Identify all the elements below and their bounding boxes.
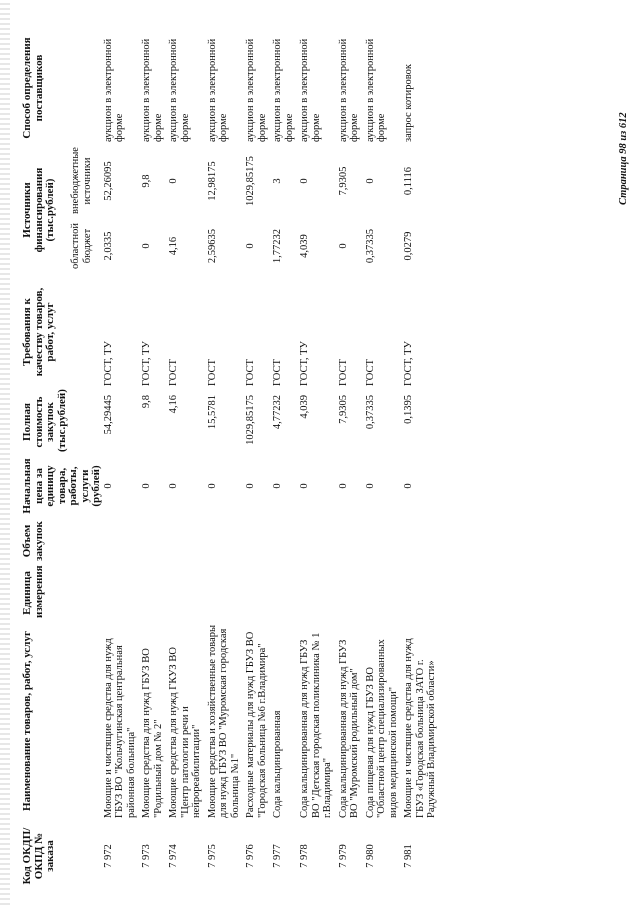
- scan-edge: [0, 0, 10, 905]
- row-method: аукцион в электронной форме: [245, 38, 268, 142]
- row-requirements: ГОСТ, ТУ: [102, 341, 114, 386]
- row-extrabudget: 0: [364, 178, 376, 184]
- header-unit: Единица измерения: [21, 565, 45, 618]
- row-name: Сода пищевая для нужд ГБУЗ ВО "Областной центр специализированных видов медицинской помощи": [364, 639, 399, 818]
- row-extrabudget: 1029,85175: [245, 156, 256, 206]
- row-unit: [299, 565, 338, 621]
- row-extrabudget: 3: [272, 178, 283, 184]
- header-method: Способ определения поставщиков: [21, 37, 45, 139]
- header-name: Наименование товаров, работ, услуг: [21, 631, 33, 811]
- row-unit: [168, 565, 207, 621]
- row-cost: 0,37335: [364, 395, 376, 430]
- row-price: 0: [168, 483, 179, 489]
- header-row: [22, 31, 70, 891]
- row-price: 0: [206, 483, 218, 489]
- row-requirements: ГОСТ: [168, 359, 179, 386]
- row-unit: [103, 565, 142, 621]
- row-price: 0: [272, 483, 283, 489]
- procurement-table: [22, 31, 442, 891]
- row-regional-budget: 4,16: [168, 236, 179, 256]
- row-volume: [207, 517, 246, 565]
- table-row: [245, 31, 272, 891]
- row-unit: [365, 565, 404, 621]
- header-financing: Источники финансирования (тыс.рублей): [21, 167, 56, 253]
- row-method: аукцион в электронной форме: [272, 38, 295, 142]
- row-unit: [338, 565, 365, 621]
- row-price: 0: [337, 483, 349, 489]
- header-volume: Объем закупок: [21, 521, 45, 561]
- row-code: 7 977: [272, 844, 283, 868]
- row-cost: 4,77232: [272, 395, 283, 430]
- row-volume: [272, 517, 299, 565]
- row-requirements: ГОСТ: [272, 359, 283, 386]
- row-name: Моющие и чистящие средства для нужд ГБУЗ «Городская больница ЗАТО г. Радужный Владимирской области»: [403, 638, 437, 818]
- row-cost: 4,039: [299, 395, 310, 419]
- row-name: Расходные материалы для нужд ГБУЗ ВО "Городская больница №6 г.Владимира": [245, 631, 268, 818]
- row-cost: 15,5781: [206, 395, 218, 430]
- header-cost: Полная стоимость закупок (тыс.рублей): [21, 389, 68, 452]
- row-method: аукцион в электронной форме: [206, 38, 229, 142]
- table-row: [299, 31, 338, 891]
- row-code: 7 978: [299, 844, 310, 868]
- row-method: аукцион в электронной форме: [364, 38, 387, 142]
- table-row: [168, 31, 207, 891]
- row-code: 7 979: [337, 844, 349, 868]
- header-regional-budget: областной бюджет: [70, 223, 93, 269]
- row-price: 0: [364, 483, 376, 489]
- row-code: 7 976: [245, 844, 256, 868]
- row-price: 0: [299, 483, 310, 489]
- row-method: аукцион в электронной форме: [141, 38, 164, 142]
- row-requirements: ГОСТ, ТУ: [299, 341, 310, 386]
- row-volume: [365, 517, 404, 565]
- table-row: [338, 31, 365, 891]
- table-row: [365, 31, 404, 891]
- row-name: Моющие средства для нужд ГКУЗ ВО "Центр патологии речи и нейрореабилитации": [168, 647, 202, 818]
- row-volume: [338, 517, 365, 565]
- row-code: 7 973: [141, 844, 152, 868]
- row-method: аукцион в электронной форме: [102, 38, 125, 142]
- row-name: Моющие средства и хозяйственные товары для нужд ГБУЗ ВО "Муромская городская больница №1": [206, 624, 241, 818]
- row-extrabudget: 0: [168, 178, 179, 184]
- row-volume: [168, 517, 207, 565]
- row-regional-budget: 0: [337, 243, 349, 249]
- table-body: [103, 31, 442, 891]
- row-regional-budget: 0: [245, 243, 256, 249]
- row-extrabudget: 52,26095: [102, 161, 114, 201]
- page-number: Страница 98 из 612: [618, 112, 629, 205]
- row-extrabudget: 7,9305: [337, 166, 349, 196]
- row-cost: 4,16: [168, 395, 179, 414]
- row-method: аукцион в электронной форме: [299, 38, 322, 142]
- row-unit: [272, 565, 299, 621]
- row-cost: 7,9305: [337, 395, 349, 424]
- header-extrabudget: внебюджетные источники: [70, 147, 93, 214]
- row-method: аукцион в электронной форме: [168, 38, 191, 142]
- row-regional-budget: 1,77232: [272, 228, 283, 264]
- row-name: Сода кальцинированная для нужд ГБУЗ ВО "Детская городская поликлиника № 1 г.Владимира": [299, 632, 333, 818]
- row-requirements: ГОСТ: [245, 359, 256, 386]
- row-price: 0: [245, 483, 256, 489]
- row-regional-budget: 0,0279: [403, 231, 414, 261]
- row-cost: 54,29445: [102, 395, 114, 435]
- row-regional-budget: 2,0335: [102, 231, 114, 261]
- row-code: 7 975: [206, 844, 218, 868]
- row-price: 0: [403, 483, 414, 489]
- row-name: Сода кальцинированная: [272, 710, 283, 818]
- row-regional-budget: 4,039: [299, 234, 310, 258]
- row-extrabudget: 12,98175: [206, 161, 218, 201]
- row-name: Сода кальцинированная для нужд ГБУЗ ВО "Муромский родильный дом": [337, 639, 360, 818]
- row-volume: [299, 517, 338, 565]
- row-requirements: ГОСТ: [364, 359, 376, 386]
- row-volume: [141, 517, 168, 565]
- row-unit: [207, 565, 246, 621]
- table-row: [272, 31, 299, 891]
- row-code: 7 981: [403, 844, 414, 868]
- row-volume: [103, 517, 142, 565]
- row-regional-budget: 2,59635: [206, 228, 218, 264]
- row-code: 7 972: [102, 844, 114, 868]
- header-code: Код ОКДП/ ОКПД № заказа: [21, 827, 56, 885]
- row-requirements: ГОСТ: [337, 359, 349, 386]
- row-price: 0: [102, 483, 114, 489]
- row-requirements: ГОСТ: [206, 359, 218, 386]
- row-name: Моющие и чистящие средства для нужд ГБУЗ ВО "Кольчугинская центральная районная больница": [102, 638, 137, 818]
- row-requirements: ГОСТ, ТУ: [403, 341, 414, 386]
- table-row: [207, 31, 246, 891]
- row-volume: [245, 517, 272, 565]
- row-name: Моющие средства для нужд ГБУЗ ВО "Родильный дом № 2": [141, 648, 164, 818]
- row-regional-budget: 0: [141, 243, 152, 249]
- row-unit: [245, 565, 272, 621]
- row-requirements: ГОСТ, ТУ: [141, 341, 152, 386]
- row-unit: [141, 565, 168, 621]
- row-unit: [403, 565, 442, 621]
- row-method: запрос котировок: [403, 64, 414, 142]
- row-code: 7 974: [168, 844, 179, 868]
- table-row: [403, 31, 442, 891]
- row-volume: [403, 517, 442, 565]
- table-row: [103, 31, 142, 891]
- row-code: 7 980: [364, 844, 376, 868]
- row-cost: 9,8: [141, 395, 152, 409]
- header-price: Начальная цена за единицу товара, работы, услуги (рублей): [21, 458, 102, 514]
- header-requirements: Требования к качеству товаров, работ, услуг: [21, 287, 56, 377]
- row-cost: 0,1395: [403, 395, 414, 424]
- row-price: 0: [141, 483, 152, 489]
- row-cost: 1029,85175: [245, 395, 256, 445]
- table-row: [141, 31, 168, 891]
- row-extrabudget: 0: [299, 178, 310, 184]
- row-extrabudget: 9,8: [141, 174, 152, 188]
- row-regional-budget: 0,37335: [364, 228, 376, 264]
- row-extrabudget: 0,1116: [403, 166, 414, 196]
- row-method: аукцион в электронной форме: [337, 38, 360, 142]
